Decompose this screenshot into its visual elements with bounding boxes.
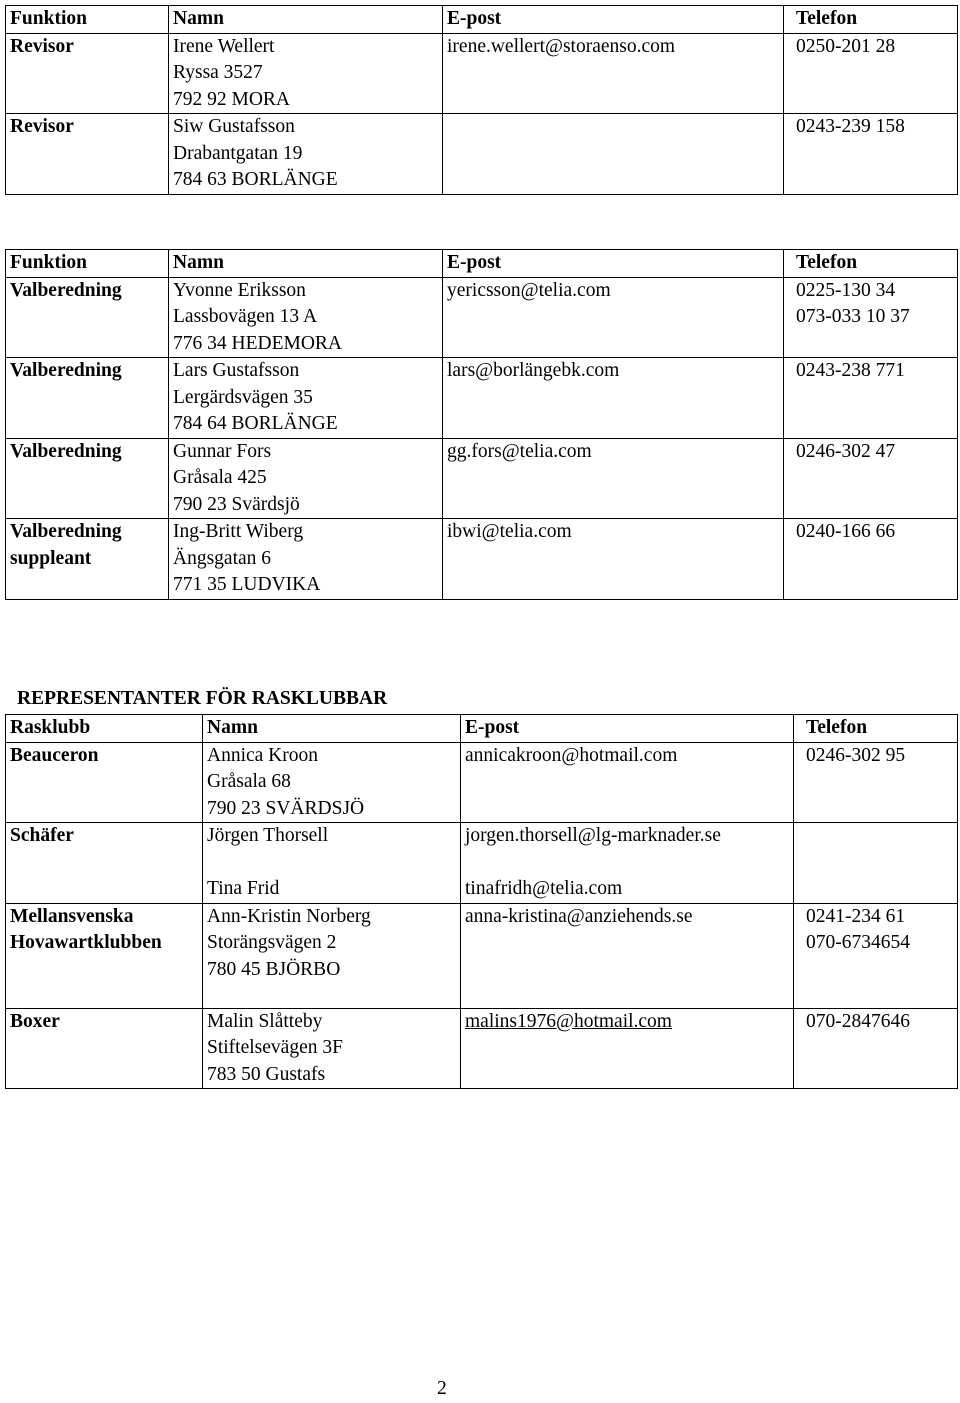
address-line: Gråsala 425 [173, 467, 267, 488]
namn-cell [169, 33, 443, 114]
telefon-cell: 0250-201 28 [784, 33, 958, 114]
phone-line: 0225-130 34 [796, 279, 896, 301]
table-header-row [6, 250, 958, 278]
address-line: Drabantgatan 19 [173, 142, 303, 164]
header-epost: E-post [443, 250, 784, 278]
city-line: 784 64 BORLÄNGE [173, 413, 338, 434]
city-line: 776 34 HEDEMORA [173, 332, 342, 354]
address-line: Lergärdsvägen 35 [173, 386, 313, 408]
table-row [6, 903, 958, 1008]
email-line: jorgen.thorsell@lg-marknader.se [465, 825, 721, 846]
telefon-cell [794, 823, 958, 904]
header-telefon: Telefon [794, 715, 958, 743]
city-line: 790 23 Svärdsjö [173, 493, 300, 515]
phone-line: 0241-234 61 [806, 905, 906, 927]
name-line: Irene Wellert [173, 35, 275, 57]
header-namn: Namn [203, 715, 461, 743]
table-row [6, 114, 958, 195]
name-line: Jörgen Thorsell [207, 825, 329, 846]
table-row [6, 742, 958, 823]
epost-cell: lars@borlängebk.com [443, 358, 784, 439]
name-line: Ann-Kristin Norberg [207, 905, 371, 927]
name-line: Gunnar Fors [173, 440, 272, 462]
epost-cell [461, 1008, 794, 1089]
city-line: 784 63 BORLÄNGE [173, 169, 338, 190]
name-line: Lars Gustafsson [173, 360, 300, 381]
epost-cell [443, 114, 784, 195]
telefon-cell: 0246-302 47 [784, 438, 958, 519]
header-telefon: Telefon [784, 6, 958, 34]
name-line: Annica Kroon [207, 744, 319, 766]
table-row [6, 358, 958, 439]
telefon-cell [794, 903, 958, 1008]
table-header-row [6, 6, 958, 34]
phone-line: 073-033 10 37 [796, 306, 910, 327]
email-link[interactable]: malins1976@hotmail.com [465, 1010, 672, 1032]
rasklubb-cell: Beauceron [6, 742, 203, 823]
address-line: Lassbovägen 13 A [173, 306, 318, 327]
header-namn: Namn [169, 250, 443, 278]
rasklubbar-table [5, 714, 958, 1089]
email-line: tinafridh@telia.com [465, 878, 623, 899]
name-line: Malin Slåtteby [207, 1010, 323, 1032]
table-row [6, 823, 958, 904]
telefon-cell: 0240-166 66 [784, 519, 958, 600]
table-row [6, 277, 958, 358]
city-line: 783 50 Gustafs [207, 1063, 326, 1085]
funktion-cell: Valberedning [6, 358, 169, 439]
funktion-line: suppleant [10, 547, 92, 569]
funktion-cell: Revisor [6, 114, 169, 195]
namn-cell [203, 903, 461, 1008]
epost-cell: gg.fors@telia.com [443, 438, 784, 519]
name-line: Yvonne Eriksson [173, 279, 306, 301]
header-rasklubb: Rasklubb [6, 715, 203, 743]
rasklubb-cell [6, 903, 203, 1008]
namn-cell [169, 519, 443, 600]
funktion-cell [6, 519, 169, 600]
spacer-line [465, 850, 793, 877]
header-telefon: Telefon [784, 250, 958, 278]
name-line: Siw Gustafsson [173, 116, 295, 137]
valberedning-table [5, 249, 958, 600]
city-line: 792 92 MORA [173, 88, 291, 110]
rasklubb-cell: Schäfer [6, 823, 203, 904]
address-line: Ängsgatan 6 [173, 547, 272, 569]
rasklubb-cell: Boxer [6, 1008, 203, 1089]
header-epost: E-post [461, 715, 794, 743]
address-line: Ryssa 3527 [173, 62, 263, 83]
telefon-cell: 0243-239 158 [784, 114, 958, 195]
telefon-cell: 0246-302 95 [794, 742, 958, 823]
city-line: 771 35 LUDVIKA [173, 574, 321, 595]
namn-cell [169, 358, 443, 439]
epost-cell: yericsson@telia.com [443, 277, 784, 358]
header-funktion: Funktion [6, 6, 169, 34]
namn-cell [169, 114, 443, 195]
namn-cell [169, 277, 443, 358]
namn-cell [203, 1008, 461, 1089]
city-line: 780 45 BJÖRBO [207, 958, 341, 980]
phone-line: 070-6734654 [806, 932, 910, 953]
header-namn: Namn [169, 6, 443, 34]
section-title: REPRESENTANTER FÖR RASKLUBBAR [17, 688, 388, 709]
funktion-line: Valberedning [10, 521, 122, 542]
address-line: Stiftelsevägen 3F [207, 1037, 343, 1058]
table-row [6, 33, 958, 114]
namn-cell [169, 438, 443, 519]
funktion-cell: Valberedning [6, 277, 169, 358]
city-line: 790 23 SVÄRDSJÖ [207, 797, 365, 819]
spacer-line [207, 850, 460, 877]
name-line: Tina Frid [207, 878, 280, 899]
page-number: 2 [437, 1378, 447, 1399]
table-row [6, 519, 958, 600]
table-row [6, 438, 958, 519]
epost-cell [461, 823, 794, 904]
funktion-cell: Revisor [6, 33, 169, 114]
address-line: Storängsvägen 2 [207, 932, 337, 953]
epost-cell: irene.wellert@storaenso.com [443, 33, 784, 114]
table-header-row [6, 715, 958, 743]
telefon-cell: 0243-238 771 [784, 358, 958, 439]
epost-cell: annicakroon@hotmail.com [461, 742, 794, 823]
epost-cell: anna-kristina@anziehends.se [461, 903, 794, 1008]
name-line: Ing-Britt Wiberg [173, 521, 304, 542]
header-funktion: Funktion [6, 250, 169, 278]
namn-cell [203, 742, 461, 823]
header-epost: E-post [443, 6, 784, 34]
telefon-cell [784, 277, 958, 358]
funktion-cell: Valberedning [6, 438, 169, 519]
namn-cell [203, 823, 461, 904]
address-line: Gråsala 68 [207, 771, 291, 792]
rasklubb-line: Mellansvenska [10, 905, 134, 927]
revisor-table [5, 5, 958, 195]
epost-cell: ibwi@telia.com [443, 519, 784, 600]
telefon-cell: 070-2847646 [794, 1008, 958, 1089]
table-row [6, 1008, 958, 1089]
rasklubb-line: Hovawartklubben [10, 932, 162, 953]
